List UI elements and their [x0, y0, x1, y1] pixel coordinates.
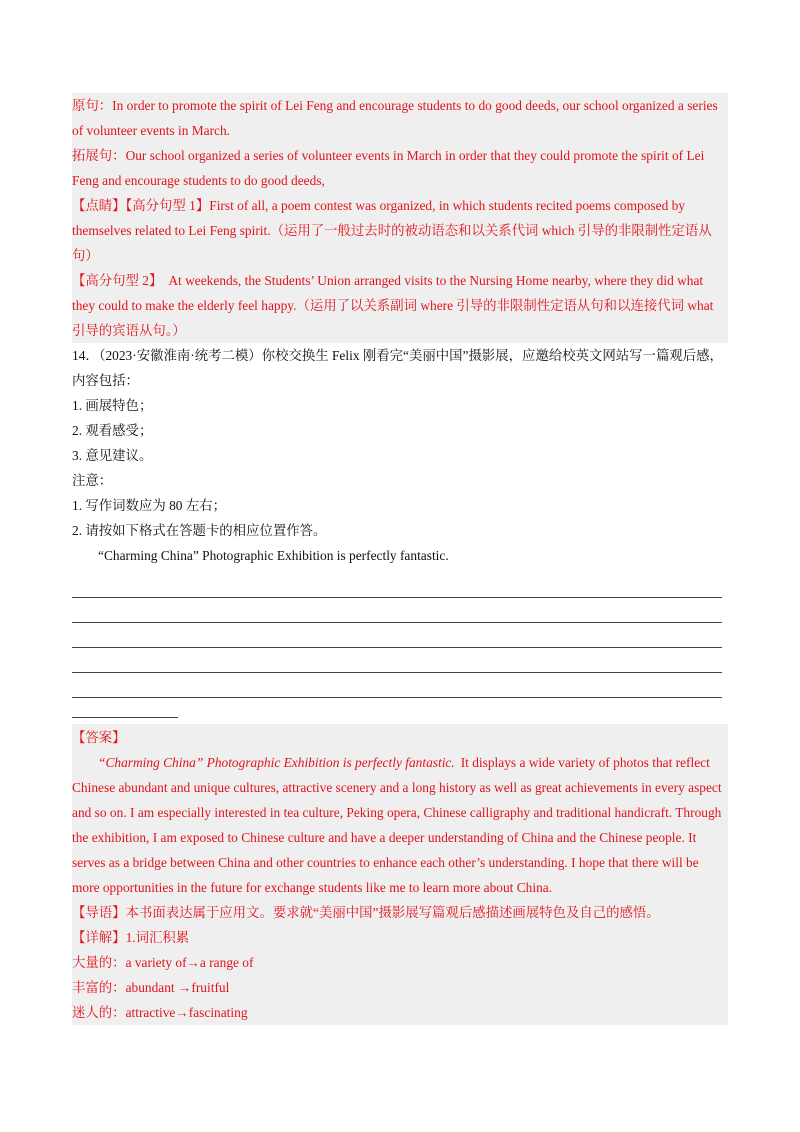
requirement-item: 2. 观看感受；: [72, 423, 153, 438]
essay-body: It displays a wide variety of photos that reflect Chinese abundant and unique cultures, attractive scenery and a long history as well as great achievements in every aspect and so on. I am especially interested in tea culture, Peking opera, Chinese calligraphy and traditional handicraft. Through the exhibition, I am exposed to Chinese culture and have a deeper understanding of China and the Chinese people. It serves as a bridge between China and other countries to enhance each other’s understanding. I hope that there will be more opportunities in the future for exchange students like me to learn more about China.: [72, 755, 722, 895]
question-number: 14．: [72, 348, 99, 363]
gaofen2-tag: 【高分句型 2】: [72, 273, 163, 288]
content-area: [72, 93, 728, 1025]
vocab-cn: 丰富的：: [72, 980, 126, 995]
requirement-item: 3. 意见建议。: [72, 448, 153, 463]
extended-sentence: [72, 143, 728, 193]
gaofen2-note: （运用了以关系副词 where 引导的非限制性定语从句和以连接代词 what 引导的宾语从句。）: [72, 298, 714, 338]
detail-text: 1.词汇积累: [125, 930, 190, 945]
question-14: [72, 343, 728, 718]
high-score-sentence-1: [72, 193, 728, 268]
detail-tag: 【详解】: [72, 930, 126, 945]
lead-paragraph: [72, 900, 728, 925]
vocab-item: [72, 1000, 728, 1025]
extended-text: Our school organized a series of volunteer events in March in order that they could promote the spirit of Lei Feng and encourage students to do good deeds,: [72, 148, 705, 188]
question-intro-text: （2023·安徽淮南·统考二模）你校交换生 Felix 刚看完“美丽中国”摄影展，应邀给校英文网站写一篇观后感，内容包括：: [72, 348, 723, 388]
answer-block: [72, 724, 728, 1025]
writing-line: [72, 648, 722, 673]
high-score-sentence-2: [72, 268, 728, 343]
writing-line: [72, 573, 722, 598]
vocab-item: [72, 950, 728, 975]
vocab-en: a variety of→a range of: [125, 955, 254, 970]
question-intro: [72, 343, 728, 393]
model-essay: [72, 750, 728, 900]
writing-line: [72, 673, 722, 698]
gaofen1-text: First of all, a poem contest was organized, in which students recited poems composed by themselves related to Lei Feng spirit.: [72, 198, 686, 238]
gaofen1-note: （运用了一般过去时的被动语态和以关系代词 which 引导的非限制性定语从句）: [72, 223, 712, 263]
dianjing-tag: 【点睛】: [72, 198, 126, 213]
writing-line: [72, 598, 722, 623]
separator-line: [72, 698, 178, 718]
original-sentence: [72, 93, 728, 143]
note-item: 2. 请按如下格式在答题卡的相应位置作答。: [72, 523, 327, 538]
starter-sentence: “Charming China” Photographic Exhibition is perfectly fantastic.: [98, 548, 449, 563]
answer-tag: 【答案】: [72, 730, 126, 745]
vocab-en: attractive→fascinating: [125, 1005, 248, 1020]
extended-label: 拓展句：: [72, 148, 126, 163]
vocab-en: abundant →fruitful: [125, 980, 230, 995]
original-text: In order to promote the spirit of Lei Feng and encourage students to do good deeds, our school organized a series of volunteer events in March.: [72, 98, 718, 138]
essay-first-sentence: “Charming China” Photographic Exhibition is perfectly fantastic.: [98, 755, 455, 770]
note-label: 注意：: [72, 473, 113, 488]
lead-text: 本书面表达属于应用文。要求就“美丽中国”摄影展写篇观后感描述画展特色及自己的感悟。: [125, 905, 660, 920]
lead-tag: 【导语】: [72, 905, 126, 920]
writing-line: [72, 623, 722, 648]
expansion-example-block: [72, 93, 728, 343]
gaofen2-text: At weekends, the Students’ Union arranged visits to the Nursing Home nearby, where they did what they could to make the elderly feel happy.: [72, 273, 704, 313]
vocab-item: [72, 975, 728, 1000]
detail-heading: [72, 925, 728, 950]
answer-lines: [72, 573, 728, 718]
original-label: 原句：: [72, 98, 113, 113]
vocab-cn: 大量的：: [72, 955, 126, 970]
vocab-cn: 迷人的：: [72, 1005, 126, 1020]
note-item: 1. 写作词数应为 80 左右；: [72, 498, 226, 513]
requirement-item: 1. 画展特色；: [72, 398, 153, 413]
gaofen1-tag: 【高分句型 1】: [125, 198, 210, 213]
